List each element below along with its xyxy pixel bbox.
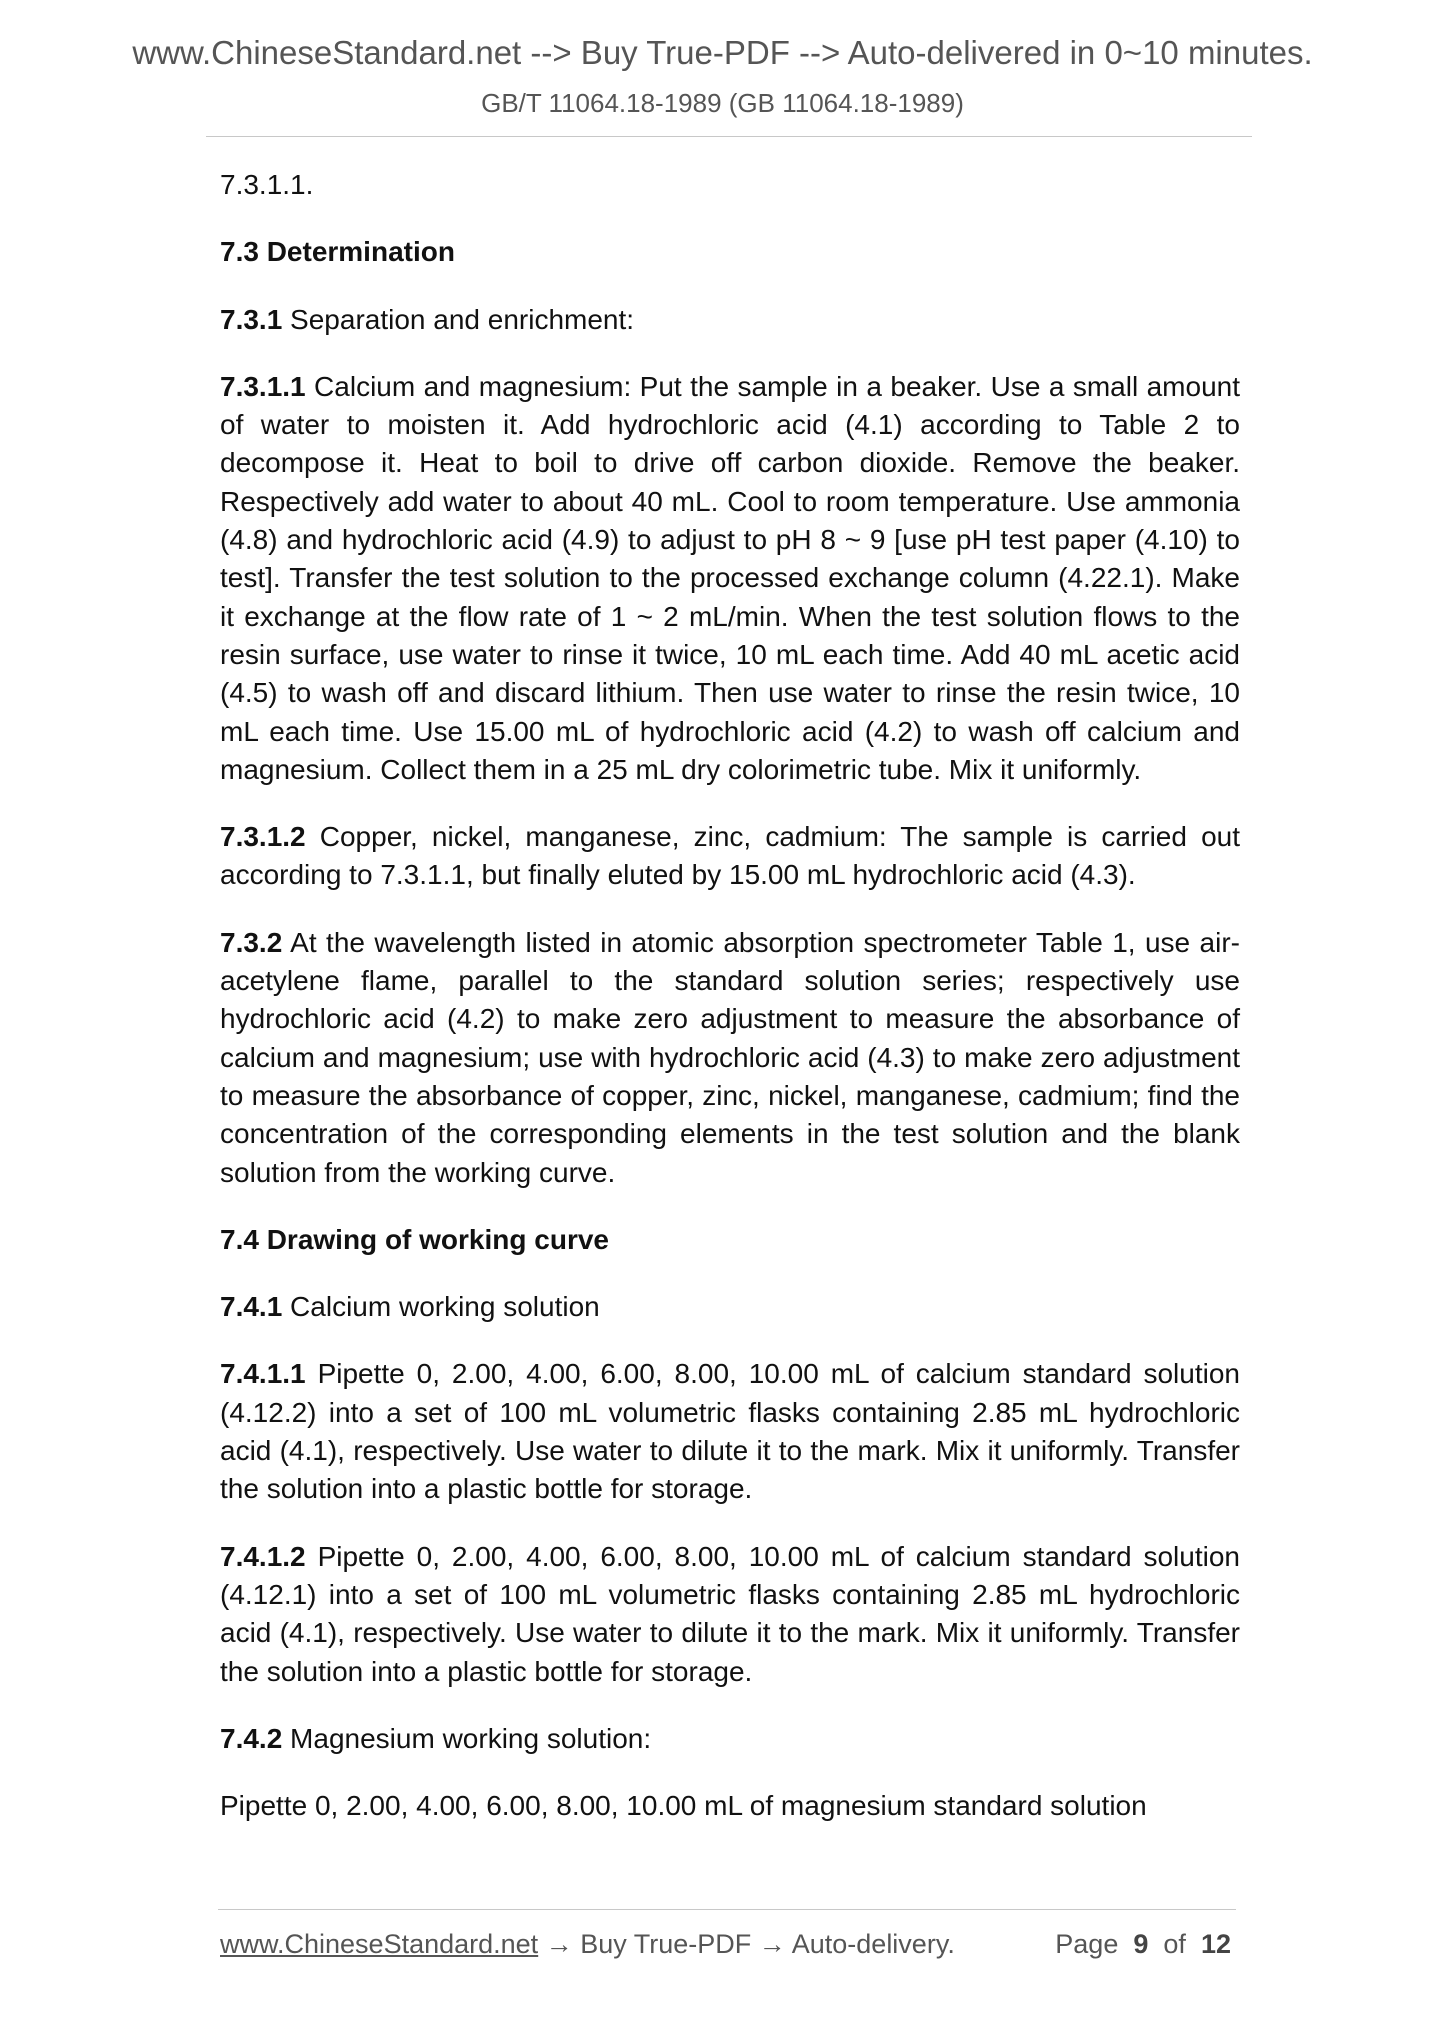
clause-number: 7.3.1.1 [220, 370, 306, 402]
section-heading-7-4: 7.4 Drawing of working curve [220, 1223, 609, 1255]
page-label: Page [1055, 1929, 1119, 1959]
paragraph-7-4-1-2 [220, 1538, 1240, 1691]
footer-promo [220, 1929, 955, 1960]
paragraph-7-4-2-text: Pipette 0, 2.00, 4.00, 6.00, 8.00, 10.00 mL of magnesium standard solution [220, 1790, 1147, 1822]
clause-text: Copper, nickel, manganese, zinc, cadmium: The sample is carried out according to 7.3.1.1, but finally eluted by 15.00 mL hydrochloric acid (4.3). [220, 821, 1240, 891]
page-indicator [1055, 1929, 1231, 1960]
clause-text: Calcium and magnesium: Put the sample in a beaker. Use a small amount of water to moisten it. Add hydrochloric acid (4.1) according to Table 2 to decompose it. Heat to boil to drive off carbon dioxide. Remove the beaker. Respectively add water to about 40 mL. Cool to room temperature. Use ammonia (4.8) and hydrochloric acid (4.9) to adjust to pH 8 ~ 9 [use pH test paper (4.10) to test]. Transfer the test solution to the processed exchange column (4.22.1). Make it exchange at the flow rate of 1 ~ 2 mL/min. When the test solution flows to the resin surface, use water to rinse it twice, 10 mL each time. Add 40 mL acetic acid (4.5) to wash off and discard lithium. Then use water to rinse the resin twice, 10 mL each time. Use 15.00 mL of hydrochloric acid (4.2) to wash off calcium and magnesium. Collect them in a 25 mL dry colorimetric tube. Mix it uniformly. [220, 370, 1240, 785]
clause-number: 7.3.2 [220, 926, 283, 958]
paragraph-7-4-2 [220, 1720, 1240, 1758]
page-number: 9 [1133, 1929, 1149, 1959]
footer-promo-text: → Buy True-PDF → Auto-delivery. [538, 1929, 955, 1959]
clause-text: Pipette 0, 2.00, 4.00, 6.00, 8.00, 10.00 mL of calcium standard solution (4.12.2) into a set of 100 mL volumetric flasks containing 2.85 mL hydrochloric acid (4.1), respectively. Use water to dilute it to the mark. Mix it uniformly. Transfer the solution into a plastic bottle for storage. [220, 1358, 1240, 1505]
paragraph-7-4-1 [220, 1288, 1240, 1326]
paragraph-7-4-1-1 [220, 1355, 1240, 1508]
clause-text: Magnesium working solution: [282, 1722, 652, 1754]
header-divider [206, 136, 1252, 137]
clause-text: Calcium working solution [282, 1291, 600, 1323]
paragraph-7-3-1-1 [220, 368, 1240, 789]
paragraph-7-3-2 [220, 924, 1240, 1192]
clause-number: 7.3.1.2 [220, 821, 306, 853]
footer-divider [218, 1909, 1236, 1910]
page-total: 12 [1200, 1929, 1231, 1959]
paragraph-7-3-1-2 [220, 818, 1240, 895]
clause-text: At the wavelength listed in atomic absorption spectrometer Table 1, use air-acetylene flame, parallel to the standard solution series; respectively use hydrochloric acid (4.2) to make zero adjustment to measure the absorbance of calcium and magnesium; use with hydrochloric acid (4.3) to make zero adjustment to measure the absorbance of copper, zinc, nickel, manganese, cadmium; find the concentration of the corresponding elements in the test solution and the blank solution from the working curve. [220, 926, 1240, 1188]
of-label: of [1163, 1929, 1186, 1959]
section-ref: 7.3.1.1. [220, 169, 314, 200]
clause-number: 7.4.1.1 [220, 1358, 306, 1390]
clause-text: Pipette 0, 2.00, 4.00, 6.00, 8.00, 10.00 mL of calcium standard solution (4.12.1) into a set of 100 mL volumetric flasks containing 2.85 mL hydrochloric acid (4.1), respectively. Use water to dilute it to the mark. Mix it uniformly. Transfer the solution into a plastic bottle for storage. [220, 1540, 1240, 1687]
clause-text: Separation and enrichment: [282, 303, 635, 335]
clause-number: 7.4.2 [220, 1722, 283, 1754]
document-body [220, 166, 1240, 1854]
paragraph-7-3-1 [220, 301, 1240, 339]
clause-number: 7.4.1 [220, 1291, 283, 1323]
clause-number: 7.4.1.2 [220, 1540, 306, 1572]
footer-site-link[interactable]: www.ChineseStandard.net [220, 1929, 539, 1959]
section-heading-7-3: 7.3 Determination [220, 236, 455, 268]
clause-number: 7.3.1 [220, 303, 283, 335]
site-banner: www.ChineseStandard.net --> Buy True-PDF --> Auto-delivered in 0~10 minutes. [132, 34, 1313, 71]
document-id: GB/T 11064.18-1989 (GB 11064.18-1989) [481, 88, 964, 118]
